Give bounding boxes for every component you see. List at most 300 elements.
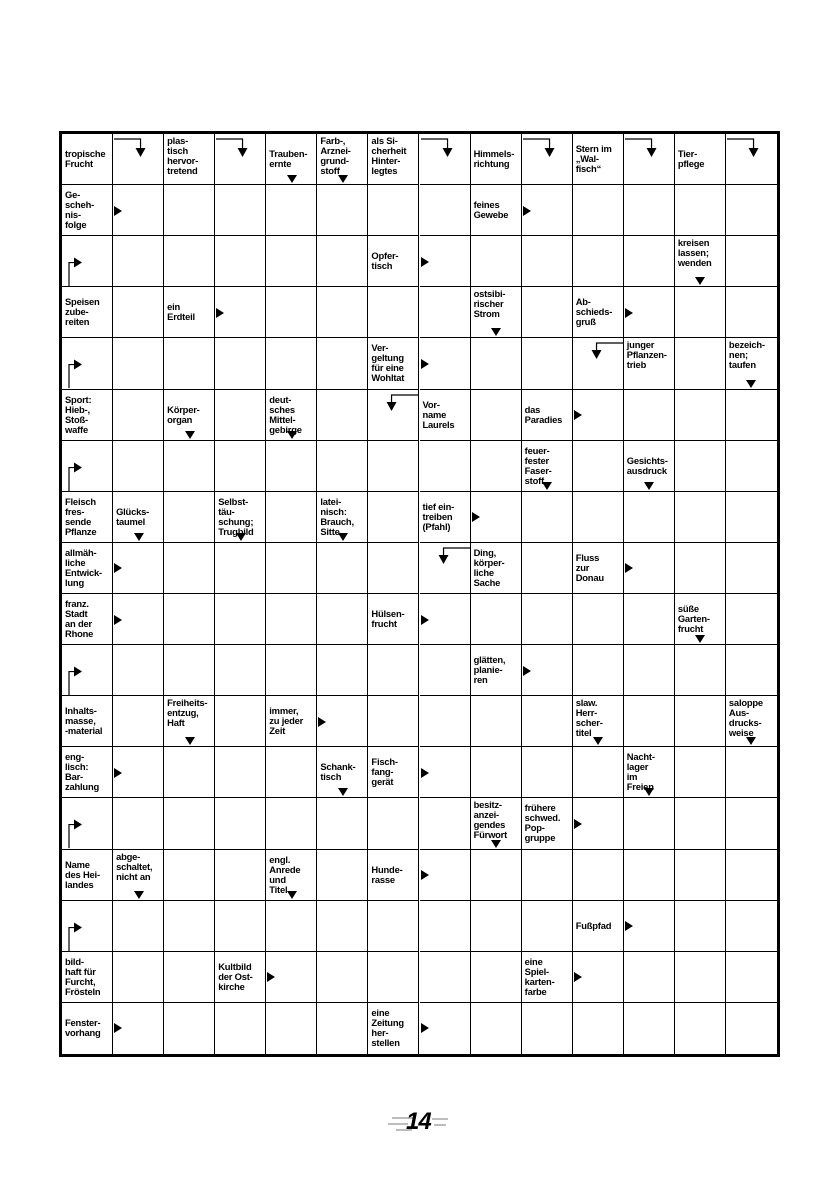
arrow-right-icon	[421, 768, 429, 778]
grid-cell[interactable]	[573, 185, 624, 236]
grid-cell[interactable]	[266, 338, 317, 389]
grid-cell[interactable]	[164, 543, 215, 594]
clue-text: Selbst- täu- schung; Trugbild	[218, 495, 254, 537]
grid-cell[interactable]	[624, 850, 675, 901]
clue-text: Farb-, Arznei- grund- stoff	[320, 135, 351, 176]
grid-cell[interactable]	[164, 747, 215, 798]
grid-cell[interactable]	[471, 1003, 522, 1054]
grid-cell[interactable]	[471, 594, 522, 645]
grid-cell[interactable]	[368, 696, 419, 747]
grid-cell[interactable]	[675, 850, 726, 901]
clue-text: ostsibi- rischer Strom	[473, 288, 506, 320]
grid-cell[interactable]	[164, 798, 215, 849]
grid-cell[interactable]	[368, 798, 419, 849]
clue-text: Name des Hei- landes	[65, 858, 100, 890]
clue-text: Himmels- richtung	[473, 148, 515, 170]
grid-cell[interactable]	[522, 287, 573, 338]
arrow-bend-down-icon	[573, 338, 624, 364]
arrow-down-icon	[491, 328, 501, 336]
grid-cell[interactable]	[368, 492, 419, 543]
grid-cell[interactable]	[215, 543, 266, 594]
grid-cell[interactable]	[675, 952, 726, 1003]
clue-text: ein Erdteil	[167, 301, 195, 323]
clue-text: Fleisch fres- sende Pflanze	[65, 495, 97, 537]
clue-cell	[368, 338, 419, 389]
clue-text: frühere schwed. Pop- gruppe	[524, 802, 561, 844]
clue-cell	[573, 287, 624, 338]
clue-text: eine Zeitung her- stellen	[371, 1007, 404, 1049]
arrow-down-icon	[185, 431, 195, 439]
grid-cell[interactable]	[113, 338, 164, 389]
arrow-right-icon	[625, 921, 633, 931]
grid-cell[interactable]	[266, 1003, 317, 1054]
page-number	[388, 1104, 452, 1138]
grid-cell[interactable]	[522, 236, 573, 287]
grid-cell[interactable]	[420, 901, 471, 952]
grid-cell[interactable]	[368, 645, 419, 696]
grid-cell[interactable]	[215, 696, 266, 747]
arrow-down-icon	[338, 533, 348, 541]
clue-cell	[62, 850, 113, 901]
grid-cell[interactable]	[573, 645, 624, 696]
page-number-streak	[388, 1123, 408, 1125]
grid-cell[interactable]	[266, 901, 317, 952]
arrow-bend-down-icon	[420, 543, 471, 569]
arrow-right-icon	[421, 359, 429, 369]
clue-cell	[522, 798, 573, 849]
grid-cell[interactable]	[113, 952, 164, 1003]
grid-cell[interactable]	[624, 390, 675, 441]
clue-cell	[573, 901, 624, 952]
grid-cell[interactable]	[726, 901, 777, 952]
grid-cell[interactable]	[522, 338, 573, 389]
grid-cell[interactable]	[573, 1003, 624, 1054]
grid-cell[interactable]	[317, 287, 368, 338]
grid-cell[interactable]	[624, 696, 675, 747]
arrow-right-icon	[421, 1023, 429, 1033]
grid-cell[interactable]	[266, 645, 317, 696]
clue-cell	[420, 492, 471, 543]
grid-cell[interactable]	[573, 236, 624, 287]
arrow-bend-right-icon	[62, 338, 86, 389]
grid-cell[interactable]	[573, 441, 624, 492]
grid-cell[interactable]	[215, 236, 266, 287]
arrow-right-icon	[472, 512, 480, 522]
grid-cell[interactable]	[471, 338, 522, 389]
arrow-right-icon	[216, 308, 224, 318]
arrow-down-icon	[542, 482, 552, 490]
grid-cell[interactable]	[113, 390, 164, 441]
grid-cell[interactable]	[675, 492, 726, 543]
grid-cell[interactable]	[215, 747, 266, 798]
arrow-right-icon	[267, 972, 275, 982]
clue-cell	[522, 952, 573, 1003]
grid-cell[interactable]	[624, 798, 675, 849]
arrow-bend-right-icon	[62, 236, 86, 287]
clue-cell	[471, 185, 522, 236]
arrow-bend-down-icon	[215, 134, 266, 164]
clue-text: Kultbild der Ost- kirche	[218, 960, 253, 992]
clue-cell	[62, 747, 113, 798]
grid-cell[interactable]	[726, 543, 777, 594]
grid-cell[interactable]	[164, 236, 215, 287]
grid-cell[interactable]	[726, 441, 777, 492]
clue-text: Freiheits- entzug, Haft	[167, 697, 208, 729]
grid-cell[interactable]	[317, 645, 368, 696]
arrow-right-icon	[625, 308, 633, 318]
clue-text: Ding, körper- liche Sache	[473, 546, 505, 588]
arrow-down-icon	[134, 533, 144, 541]
grid-cell[interactable]	[317, 901, 368, 952]
arrow-right-icon	[574, 819, 582, 829]
clue-text: das Paradies	[524, 403, 563, 425]
clue-cell	[573, 134, 624, 185]
grid-cell[interactable]	[471, 952, 522, 1003]
grid-cell[interactable]	[164, 952, 215, 1003]
grid-cell[interactable]	[726, 390, 777, 441]
grid-cell[interactable]	[164, 185, 215, 236]
grid-cell[interactable]	[726, 492, 777, 543]
clue-cell	[522, 390, 573, 441]
grid-cell[interactable]	[522, 850, 573, 901]
grid-cell[interactable]	[164, 441, 215, 492]
grid-cell[interactable]	[317, 441, 368, 492]
grid-cell[interactable]	[317, 798, 368, 849]
arrow-right-icon	[625, 563, 633, 573]
grid-cell[interactable]	[726, 798, 777, 849]
clue-text: Glücks- taumel	[116, 505, 150, 527]
grid-cell[interactable]	[164, 594, 215, 645]
arrow-right-icon	[523, 206, 531, 216]
clue-cell	[368, 236, 419, 287]
clue-cell	[62, 696, 113, 747]
clue-text: latei- nisch: Brauch, Sitte	[320, 495, 354, 537]
clue-text: deut- sches Mittel- gebirge	[269, 393, 302, 435]
grid-cell[interactable]	[624, 236, 675, 287]
clue-text: Ver- geltung für eine Wohltat	[371, 342, 405, 384]
clue-cell	[675, 134, 726, 185]
grid-cell[interactable]	[368, 185, 419, 236]
clue-cell	[164, 134, 215, 185]
grid-cell[interactable]	[164, 338, 215, 389]
arrow-down-icon	[695, 635, 705, 643]
arrow-bend-right-icon	[62, 441, 86, 492]
grid-cell[interactable]	[624, 1003, 675, 1054]
arrow-down-icon	[338, 175, 348, 183]
clue-text: Körper- organ	[167, 403, 200, 425]
arrow-down-icon	[695, 277, 705, 285]
grid-cell[interactable]	[164, 901, 215, 952]
clue-text: besitz- anzei- gendes Fürwort	[473, 799, 508, 841]
grid-cell[interactable]	[573, 747, 624, 798]
grid-cell[interactable]	[215, 798, 266, 849]
grid-cell[interactable]	[573, 594, 624, 645]
grid-cell[interactable]	[522, 901, 573, 952]
grid-cell[interactable]	[624, 952, 675, 1003]
clue-cell	[62, 594, 113, 645]
arrow-right-icon	[114, 615, 122, 625]
clue-text: Tier- pflege	[677, 148, 705, 170]
grid-cell[interactable]	[215, 1003, 266, 1054]
clue-text: junger Pflanzen- trieb	[626, 339, 667, 371]
grid-cell[interactable]	[522, 1003, 573, 1054]
arrow-down-icon	[185, 737, 195, 745]
grid-cell[interactable]	[215, 185, 266, 236]
arrow-down-icon	[491, 840, 501, 848]
clue-cell	[215, 952, 266, 1003]
grid-cell[interactable]	[726, 287, 777, 338]
grid-cell[interactable]	[266, 287, 317, 338]
grid-cell[interactable]	[420, 441, 471, 492]
grid-cell[interactable]	[420, 696, 471, 747]
grid-cell[interactable]	[215, 441, 266, 492]
clue-text: Fenster- vorhang	[65, 1017, 101, 1039]
grid-cell[interactable]	[113, 798, 164, 849]
grid-cell[interactable]	[215, 594, 266, 645]
grid-cell[interactable]	[675, 543, 726, 594]
grid-cell[interactable]	[522, 696, 573, 747]
grid-cell[interactable]	[726, 850, 777, 901]
grid-cell[interactable]	[726, 747, 777, 798]
grid-cell[interactable]	[675, 287, 726, 338]
grid-cell[interactable]	[113, 901, 164, 952]
grid-cell[interactable]	[317, 236, 368, 287]
clue-text: Ge- scheh- nis- folge	[65, 189, 95, 231]
arrow-down-icon	[287, 431, 297, 439]
clue-cell	[368, 594, 419, 645]
clue-text: tropische Frucht	[65, 148, 106, 170]
clue-text: Schank- tisch	[320, 761, 356, 783]
grid-cell[interactable]	[675, 798, 726, 849]
clue-text: Opfer- tisch	[371, 250, 399, 272]
grid-cell[interactable]	[522, 492, 573, 543]
grid-cell[interactable]	[624, 492, 675, 543]
arrow-bend-right-icon	[62, 798, 86, 849]
grid-cell[interactable]	[164, 850, 215, 901]
clue-text: Inhalts- masse, -material	[65, 705, 103, 737]
arrow-right-icon	[421, 870, 429, 880]
grid-cell[interactable]	[573, 850, 624, 901]
grid-cell[interactable]	[113, 696, 164, 747]
grid-cell[interactable]	[471, 747, 522, 798]
clue-cell	[62, 390, 113, 441]
arrow-right-icon	[421, 615, 429, 625]
grid-cell[interactable]	[624, 185, 675, 236]
clue-text: eine Spiel- karten- farbe	[524, 955, 555, 997]
grid-cell[interactable]	[675, 185, 726, 236]
grid-cell[interactable]	[266, 441, 317, 492]
grid-cell[interactable]	[726, 236, 777, 287]
page-number-streak	[434, 1124, 446, 1126]
clue-text: feines Gewebe	[473, 199, 509, 221]
arrow-down-icon	[134, 891, 144, 899]
grid-cell[interactable]	[420, 287, 471, 338]
grid-cell[interactable]	[522, 747, 573, 798]
grid-cell[interactable]	[317, 850, 368, 901]
grid-cell[interactable]	[675, 645, 726, 696]
arrow-down-icon	[593, 737, 603, 745]
grid-cell[interactable]	[471, 696, 522, 747]
grid-cell[interactable]	[317, 952, 368, 1003]
grid-cell[interactable]	[266, 594, 317, 645]
clue-text: Hülsen- frucht	[371, 608, 405, 630]
grid-cell[interactable]	[726, 645, 777, 696]
grid-cell[interactable]	[471, 850, 522, 901]
arrow-bend-down-icon	[420, 134, 471, 164]
arrow-bend-down-icon	[726, 134, 777, 164]
clue-text: eng- lisch: Bar- zahlung	[65, 751, 100, 793]
clue-text: als Si- cherheit Hinter- legtes	[371, 135, 407, 176]
grid-cell[interactable]	[624, 645, 675, 696]
page-number-streak	[432, 1118, 448, 1120]
clue-cell	[62, 185, 113, 236]
clue-text: plas- tisch hervor- tretend	[167, 135, 199, 176]
arrow-bend-down-icon	[113, 134, 164, 164]
arrow-down-icon	[644, 788, 654, 796]
grid-cell[interactable]	[164, 1003, 215, 1054]
clue-cell	[471, 645, 522, 696]
arrow-bend-down-icon	[368, 390, 419, 416]
arrow-down-icon	[644, 482, 654, 490]
clue-text: kreisen lassen; wenden	[677, 237, 712, 269]
clue-text: allmäh- liche Entwick- lung	[65, 546, 102, 588]
grid-cell[interactable]	[675, 1003, 726, 1054]
grid-cell[interactable]	[420, 185, 471, 236]
grid-cell[interactable]	[675, 390, 726, 441]
clue-cell	[471, 134, 522, 185]
grid-cell[interactable]	[266, 747, 317, 798]
arrow-down-icon	[746, 380, 756, 388]
grid-cell[interactable]	[368, 901, 419, 952]
grid-cell[interactable]	[113, 236, 164, 287]
grid-cell[interactable]	[624, 594, 675, 645]
grid-cell[interactable]	[471, 390, 522, 441]
grid-cell[interactable]	[675, 901, 726, 952]
arrow-right-icon	[114, 563, 122, 573]
grid-cell[interactable]	[368, 543, 419, 594]
clue-cell	[62, 492, 113, 543]
arrow-right-icon	[318, 717, 326, 727]
clue-text: Ab- schieds- gruß	[575, 296, 613, 328]
clue-cell	[368, 747, 419, 798]
arrow-right-icon	[574, 410, 582, 420]
grid-cell[interactable]	[420, 645, 471, 696]
arrow-down-icon	[338, 788, 348, 796]
clue-cell	[62, 1003, 113, 1054]
grid-cell[interactable]	[266, 543, 317, 594]
grid-cell[interactable]	[113, 287, 164, 338]
grid-cell[interactable]	[215, 645, 266, 696]
arrow-bend-down-icon	[522, 134, 573, 164]
grid-cell[interactable]	[266, 798, 317, 849]
clue-text: Trauben- ernte	[269, 148, 308, 170]
grid-cell[interactable]	[368, 287, 419, 338]
grid-cell[interactable]	[164, 645, 215, 696]
grid-cell[interactable]	[317, 543, 368, 594]
grid-cell[interactable]	[215, 850, 266, 901]
grid-cell[interactable]	[675, 441, 726, 492]
grid-cell[interactable]	[317, 338, 368, 389]
clue-text: tief ein- treiben (Pfahl)	[422, 500, 455, 532]
clue-cell	[368, 850, 419, 901]
clue-text: Stern im „Wal- fisch“	[575, 143, 612, 175]
arrow-bend-right-icon	[62, 645, 86, 696]
grid-cell[interactable]	[726, 185, 777, 236]
grid-cell[interactable]	[420, 952, 471, 1003]
clue-cell	[266, 696, 317, 747]
clue-text: Speisen zube- reiten	[65, 296, 100, 328]
grid-cell[interactable]	[215, 390, 266, 441]
arrow-down-icon	[287, 891, 297, 899]
grid-cell[interactable]	[266, 185, 317, 236]
grid-cell[interactable]	[675, 747, 726, 798]
grid-cell[interactable]	[317, 594, 368, 645]
clue-cell	[420, 390, 471, 441]
grid-cell[interactable]	[471, 901, 522, 952]
grid-cell[interactable]	[317, 1003, 368, 1054]
grid-cell[interactable]	[522, 543, 573, 594]
grid-cell[interactable]	[471, 441, 522, 492]
clue-text: slaw. Herr- scher- titel	[575, 697, 603, 739]
grid-cell[interactable]	[368, 952, 419, 1003]
clue-cell	[368, 1003, 419, 1054]
grid-cell[interactable]	[215, 338, 266, 389]
grid-cell[interactable]	[726, 1003, 777, 1054]
grid-cell[interactable]	[420, 798, 471, 849]
grid-cell[interactable]	[317, 390, 368, 441]
grid-cell[interactable]	[215, 901, 266, 952]
grid-cell[interactable]	[573, 492, 624, 543]
clue-text: Gesichts- ausdruck	[626, 454, 668, 476]
grid-cell[interactable]	[675, 338, 726, 389]
clue-text: Hunde- rasse	[371, 863, 403, 885]
grid-cell[interactable]	[726, 594, 777, 645]
clue-text: franz. Stadt an der Rhone	[65, 598, 94, 640]
crossword-grid	[59, 131, 780, 1057]
grid-cell[interactable]	[113, 441, 164, 492]
clue-text: saloppe Aus- drucks- weise	[728, 697, 763, 739]
grid-cell[interactable]	[726, 952, 777, 1003]
clue-cell	[573, 543, 624, 594]
clue-text: Sport: Hieb-, Stoß- waffe	[65, 393, 92, 435]
grid-cell[interactable]	[522, 594, 573, 645]
grid-cell[interactable]	[266, 236, 317, 287]
clue-text: feuer- fester Faser- stoff	[524, 444, 552, 486]
grid-cell[interactable]	[368, 441, 419, 492]
clue-cell	[62, 134, 113, 185]
clue-text: bild- haft für Furcht, Frösteln	[65, 955, 101, 997]
clue-cell	[62, 952, 113, 1003]
grid-cell[interactable]	[675, 696, 726, 747]
clue-cell	[624, 338, 675, 389]
arrow-right-icon	[114, 206, 122, 216]
grid-cell[interactable]	[164, 492, 215, 543]
grid-cell[interactable]	[471, 236, 522, 287]
clue-text: Fußpfad	[575, 919, 612, 931]
arrow-down-icon	[287, 175, 297, 183]
arrow-down-icon	[746, 737, 756, 745]
grid-cell[interactable]	[317, 185, 368, 236]
clue-text: abge- schaltet, nicht an	[116, 850, 153, 882]
clue-cell	[368, 134, 419, 185]
clue-text: bezeich- nen; taufen	[728, 339, 765, 371]
clue-text: Vor- name Laurels	[422, 398, 455, 430]
clue-cell	[62, 287, 113, 338]
grid-cell[interactable]	[266, 492, 317, 543]
grid-cell[interactable]	[113, 645, 164, 696]
clue-text: immer, zu jeder Zeit	[269, 705, 304, 737]
arrow-right-icon	[523, 666, 531, 676]
